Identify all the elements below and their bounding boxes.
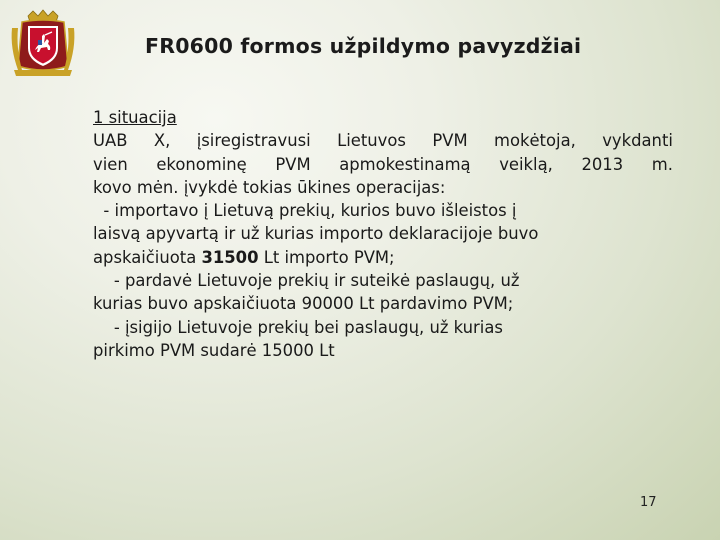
- coat-of-arms-logo: [8, 8, 78, 78]
- lithuanian-coat-of-arms-icon: [8, 8, 78, 78]
- word: PVM: [275, 154, 311, 174]
- word: ekonominę: [156, 154, 247, 174]
- word: vien: [93, 154, 128, 174]
- word: X,: [153, 131, 171, 151]
- body-line-7: - pardavė Lietuvoje prekių ir suteikė paslaugų, už: [93, 271, 520, 291]
- body-line-1: [93, 129, 673, 152]
- word: UAB: [93, 131, 128, 151]
- body-line-10: pirkimo PVM sudarė 15000 Lt: [93, 340, 335, 360]
- import-vat-suffix: Lt importo PVM;: [258, 247, 395, 267]
- slide-body: [93, 106, 673, 362]
- body-line-5: laisvą apyvartą ir už kurias importo deklaracijoje buvo: [93, 224, 539, 244]
- page-number: 17: [640, 495, 657, 510]
- word: įsiregistravusi: [196, 131, 311, 151]
- body-line-6: [93, 246, 673, 269]
- situation-heading: 1 situacija: [93, 108, 177, 127]
- word: apmokestinamą: [339, 154, 471, 174]
- word: Lietuvos: [337, 131, 406, 151]
- word: 2013: [581, 154, 624, 174]
- body-line-9: - įsigijo Lietuvoje prekių bei paslaugų, už kurias: [93, 317, 503, 337]
- body-line-4: - importavo į Lietuvą prekių, kurios buvo išleistos į: [93, 201, 517, 221]
- word: vykdanti: [602, 131, 673, 151]
- import-vat-prefix: apskaičiuota: [93, 247, 202, 267]
- word: mokėtoja,: [493, 131, 576, 151]
- body-line-2: [93, 153, 673, 176]
- slide-title: FR0600 formos užpildymo pavyzdžiai: [145, 34, 582, 58]
- word: PVM: [432, 131, 468, 151]
- body-line-3: kovo mėn. įvykdė tokias ūkines operacijas:: [93, 177, 446, 197]
- body-line-8: kurias buvo apskaičiuota 90000 Lt pardavimo PVM;: [93, 294, 514, 314]
- word: veiklą,: [499, 154, 553, 174]
- import-vat-amount: 31500: [201, 247, 259, 267]
- word: m.: [651, 154, 673, 174]
